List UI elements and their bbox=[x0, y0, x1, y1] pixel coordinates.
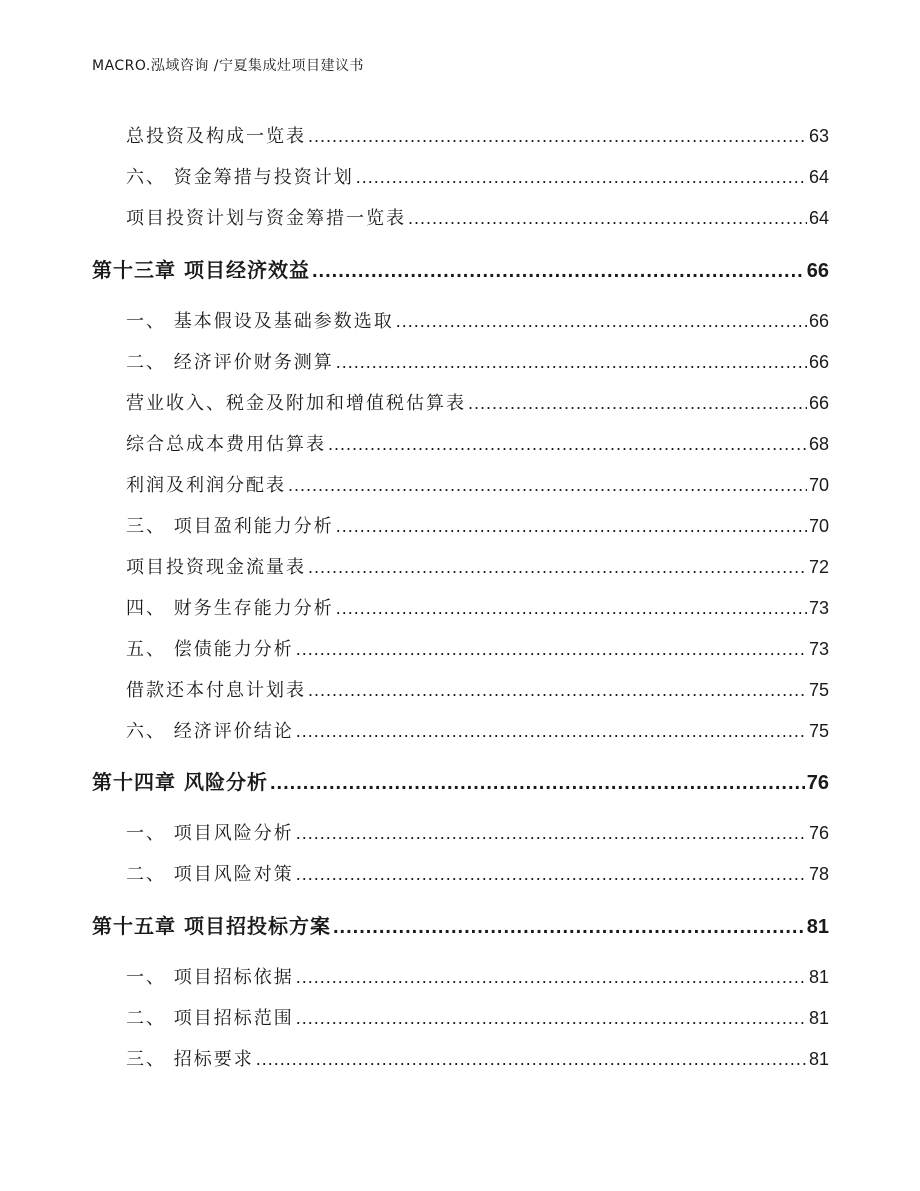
dot-leader bbox=[288, 475, 807, 496]
toc-entry-page: 66 bbox=[808, 311, 829, 331]
toc-chapter-label: 第十四章 风险分析 bbox=[92, 770, 268, 794]
toc-entry-page: 64 bbox=[808, 167, 829, 187]
toc-entry-page: 66 bbox=[808, 393, 829, 413]
toc-entry-label: 借款还本付息计划表 bbox=[126, 680, 306, 701]
toc-entry-label: 四、 财务生存能力分析 bbox=[126, 598, 334, 619]
toc-entry-label: 一、 项目风险分析 bbox=[126, 823, 294, 844]
toc-entry[interactable] bbox=[126, 204, 829, 230]
dot-leader bbox=[296, 721, 807, 742]
toc-entry-label: 六、 资金筹措与投资计划 bbox=[126, 167, 354, 188]
toc-chapter-page: 66 bbox=[806, 260, 829, 282]
toc-entry-page: 73 bbox=[808, 639, 829, 659]
toc-entry-label: 总投资及构成一览表 bbox=[126, 126, 306, 147]
toc-entry-page: 76 bbox=[808, 823, 829, 843]
toc-chapter-entry[interactable] bbox=[92, 910, 829, 939]
toc-entry-label: 利润及利润分配表 bbox=[126, 475, 286, 496]
toc-entry[interactable] bbox=[126, 594, 829, 620]
dot-leader bbox=[356, 167, 807, 188]
toc-entry-label: 二、 项目风险对策 bbox=[126, 864, 294, 885]
running-header: MACRO.泓域咨询 /宁夏集成灶项目建议书 bbox=[92, 58, 364, 74]
toc-entry[interactable] bbox=[126, 676, 829, 702]
toc-chapter-page: 76 bbox=[806, 772, 829, 794]
toc-entry[interactable] bbox=[126, 471, 829, 497]
toc-entry-label: 项目投资现金流量表 bbox=[126, 557, 306, 578]
toc-entry-page: 66 bbox=[808, 352, 829, 372]
dot-leader bbox=[256, 1049, 807, 1070]
toc-chapter-entry[interactable] bbox=[92, 254, 829, 283]
toc-entry[interactable] bbox=[126, 1045, 829, 1071]
dot-leader bbox=[336, 516, 807, 537]
toc-entry-label: 一、 项目招标依据 bbox=[126, 967, 294, 988]
toc-entry[interactable] bbox=[126, 122, 829, 148]
toc-entry-label: 二、 项目招标范围 bbox=[126, 1008, 294, 1029]
toc-entry[interactable] bbox=[126, 553, 829, 579]
toc-entry-page: 75 bbox=[808, 680, 829, 700]
dot-leader bbox=[336, 352, 807, 373]
dot-leader bbox=[312, 260, 805, 283]
toc-entry-label: 五、 偿债能力分析 bbox=[126, 639, 294, 660]
toc-chapter-page: 81 bbox=[806, 916, 829, 938]
toc-entry[interactable] bbox=[126, 860, 829, 886]
toc-entry[interactable] bbox=[126, 635, 829, 661]
dot-leader bbox=[296, 864, 807, 885]
dot-leader bbox=[328, 434, 807, 455]
toc-entry[interactable] bbox=[126, 348, 829, 374]
toc-entry-page: 81 bbox=[808, 1049, 829, 1069]
toc-entry-label: 三、 招标要求 bbox=[126, 1049, 254, 1070]
toc-entry-label: 二、 经济评价财务测算 bbox=[126, 352, 334, 373]
toc-entry-page: 63 bbox=[808, 126, 829, 146]
dot-leader bbox=[296, 1008, 807, 1029]
toc-entry-page: 81 bbox=[808, 1008, 829, 1028]
dot-leader bbox=[396, 311, 807, 332]
dot-leader bbox=[308, 557, 807, 578]
dot-leader bbox=[468, 393, 807, 414]
toc-entry-label: 一、 基本假设及基础参数选取 bbox=[126, 311, 394, 332]
toc-entry-label: 项目投资计划与资金筹措一览表 bbox=[126, 208, 406, 229]
toc-entry-label: 三、 项目盈利能力分析 bbox=[126, 516, 334, 537]
dot-leader bbox=[333, 916, 805, 939]
toc-entry-page: 64 bbox=[808, 208, 829, 228]
toc-chapter-entry[interactable] bbox=[92, 766, 829, 795]
toc-entry[interactable] bbox=[126, 430, 829, 456]
toc-entry-page: 73 bbox=[808, 598, 829, 618]
dot-leader bbox=[336, 598, 807, 619]
toc-entry-page: 70 bbox=[808, 516, 829, 536]
dot-leader bbox=[308, 126, 807, 147]
toc-entry[interactable] bbox=[126, 717, 829, 743]
toc-entry[interactable] bbox=[126, 1004, 829, 1030]
toc-entry[interactable] bbox=[126, 819, 829, 845]
toc-entry-page: 75 bbox=[808, 721, 829, 741]
toc-entry-label: 营业收入、税金及附加和增值税估算表 bbox=[126, 393, 466, 414]
dot-leader bbox=[308, 680, 807, 701]
toc-entry-page: 72 bbox=[808, 557, 829, 577]
dot-leader bbox=[296, 823, 807, 844]
dot-leader bbox=[408, 208, 807, 229]
toc-chapter-label: 第十五章 项目招投标方案 bbox=[92, 914, 331, 938]
dot-leader bbox=[296, 967, 807, 988]
dot-leader bbox=[270, 772, 805, 795]
toc-entry-page: 81 bbox=[808, 967, 829, 987]
toc-entry[interactable] bbox=[126, 512, 829, 538]
toc-entry[interactable] bbox=[126, 163, 829, 189]
toc-entry[interactable] bbox=[126, 307, 829, 333]
toc-entry[interactable] bbox=[126, 963, 829, 989]
toc-entry-page: 70 bbox=[808, 475, 829, 495]
toc-entry-label: 六、 经济评价结论 bbox=[126, 721, 294, 742]
toc-entry[interactable] bbox=[126, 389, 829, 415]
dot-leader bbox=[296, 639, 807, 660]
toc-chapter-label: 第十三章 项目经济效益 bbox=[92, 258, 310, 282]
toc-entry-label: 综合总成本费用估算表 bbox=[126, 434, 326, 455]
toc-entry-page: 78 bbox=[808, 864, 829, 884]
toc-entry-page: 68 bbox=[808, 434, 829, 454]
